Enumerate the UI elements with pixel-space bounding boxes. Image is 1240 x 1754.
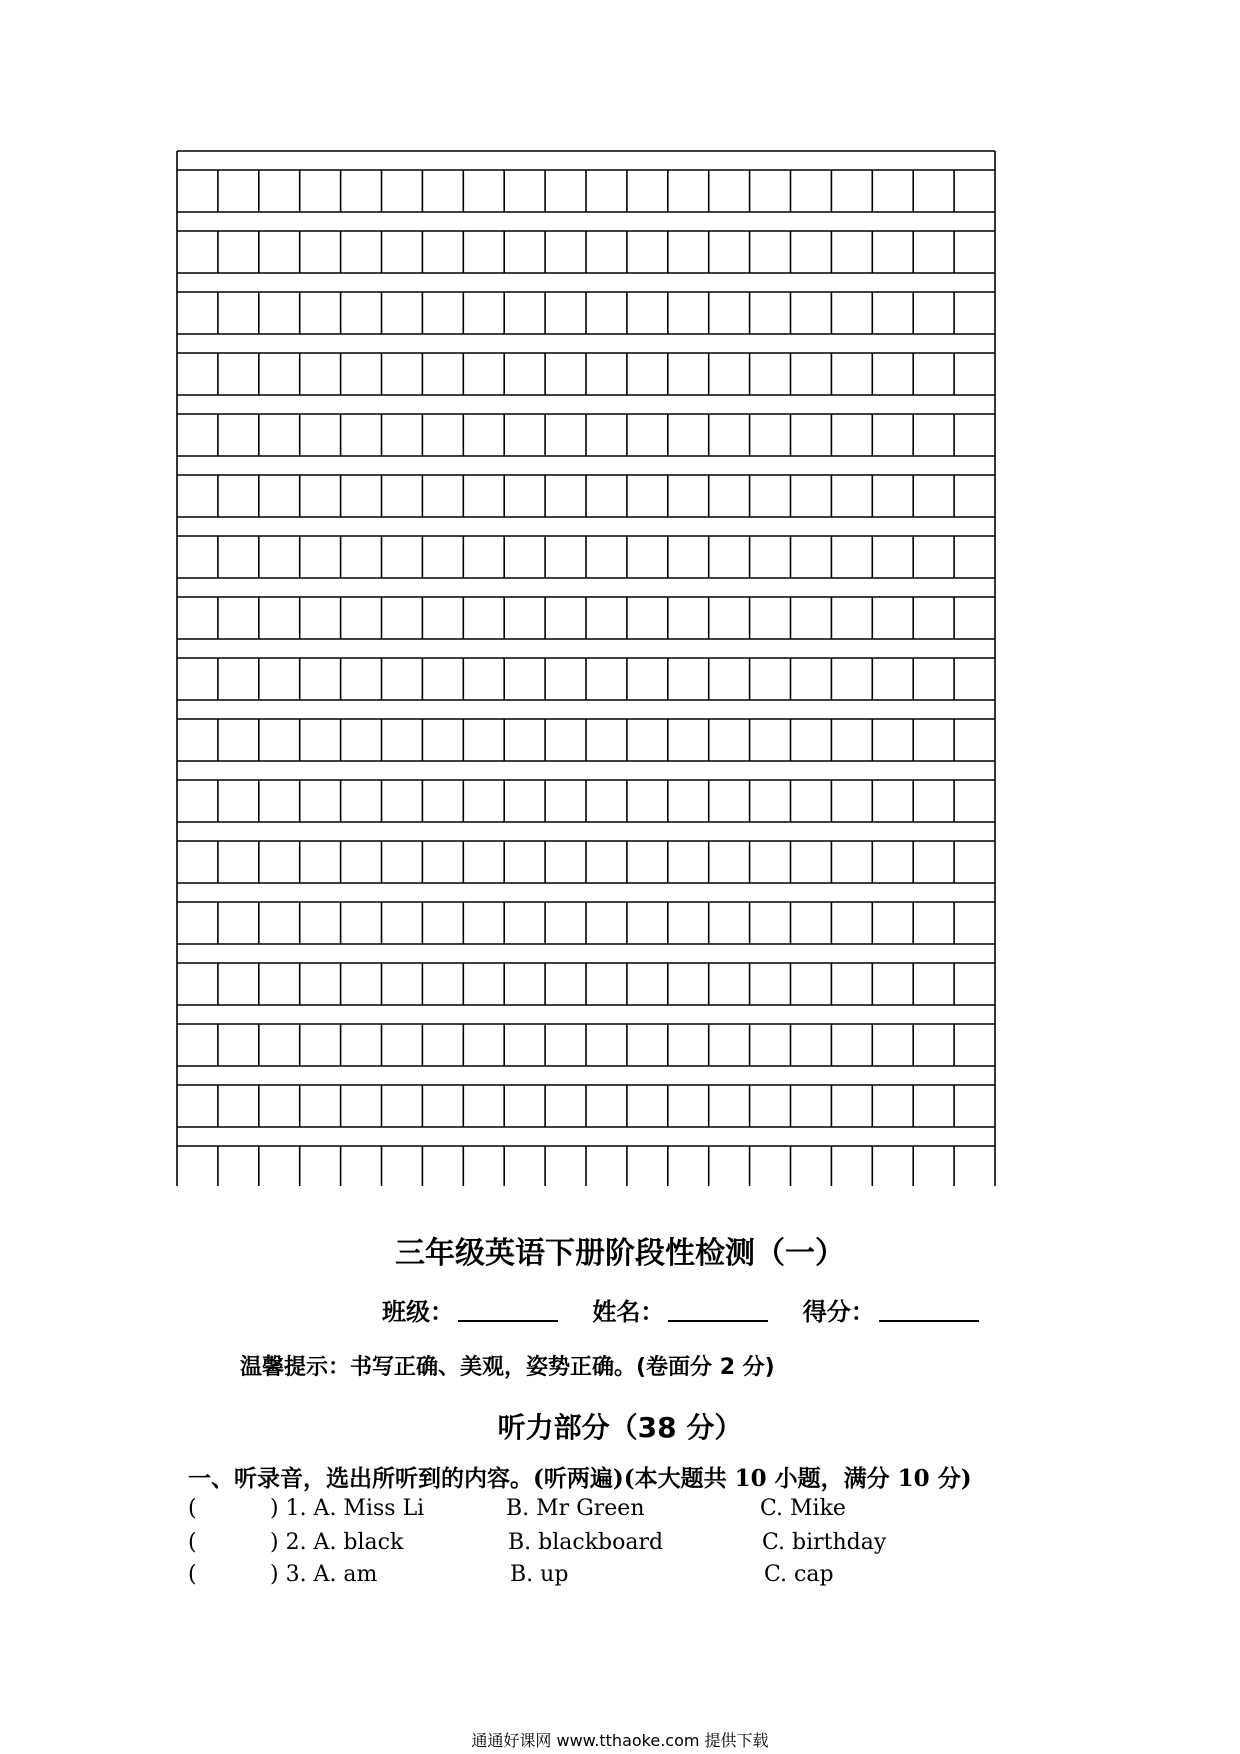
option-b: B. up bbox=[510, 1562, 569, 1587]
option-c: C. birthday bbox=[762, 1530, 887, 1555]
option-b: B. blackboard bbox=[508, 1530, 664, 1555]
option-c: C. cap bbox=[764, 1562, 834, 1587]
page-title: 三年级英语下册阶段性检测（一） bbox=[395, 1236, 845, 1271]
question-title: 一、听录音，选出所听到的内容。(听两遍)(本大题共 10 小题，满分 10 分) bbox=[188, 1465, 972, 1492]
section-title: 听力部分（38 分） bbox=[497, 1411, 743, 1444]
option-a: ) 1. A. Miss Li bbox=[270, 1496, 425, 1521]
score-blank[interactable] bbox=[879, 1298, 979, 1322]
footer-text: 通通好课网 www.tthaoke.com 提供下载 bbox=[471, 1731, 769, 1750]
answer-paren[interactable]: ( bbox=[188, 1530, 197, 1555]
answer-paren[interactable]: ( bbox=[188, 1562, 197, 1587]
tip-text: 温馨提示：书写正确、美观，姿势正确。(卷面分 2 分) bbox=[240, 1355, 775, 1380]
option-a: ) 2. A. black bbox=[270, 1530, 404, 1555]
student-info bbox=[382, 1292, 1005, 1327]
option-b: B. Mr Green bbox=[506, 1496, 645, 1521]
class-blank[interactable] bbox=[458, 1298, 558, 1322]
option-c: C. Mike bbox=[760, 1496, 846, 1521]
writing-grid bbox=[176, 150, 996, 1186]
class-label: 班级： bbox=[382, 1298, 454, 1326]
answer-paren[interactable]: ( bbox=[188, 1496, 197, 1521]
name-blank[interactable] bbox=[668, 1298, 768, 1322]
option-a: ) 3. A. am bbox=[270, 1562, 378, 1587]
score-label: 得分： bbox=[802, 1298, 875, 1326]
name-label: 姓名： bbox=[592, 1298, 665, 1326]
